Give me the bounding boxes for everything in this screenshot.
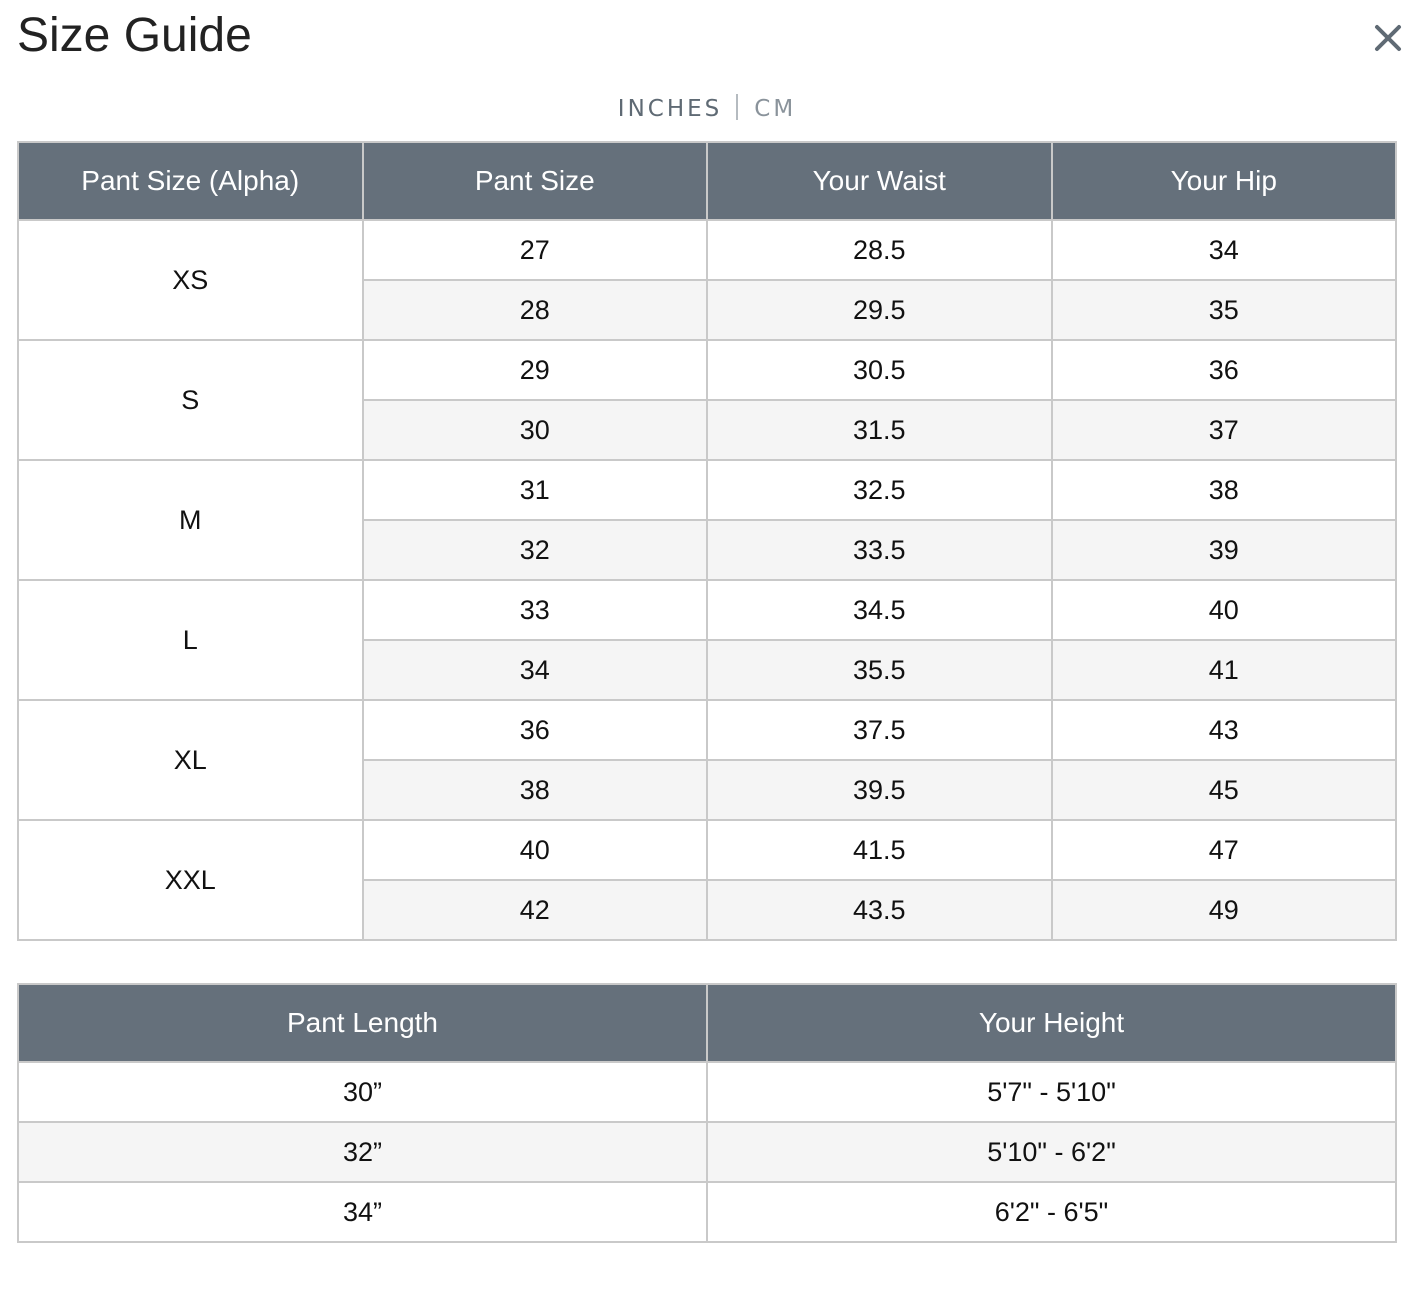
waist-cell: 28.5 xyxy=(707,220,1052,280)
waist-cell: 37.5 xyxy=(707,700,1052,760)
header-pant-size-alpha: Pant Size (Alpha) xyxy=(18,142,363,220)
waist-cell: 41.5 xyxy=(707,820,1052,880)
alpha-size-cell: L xyxy=(18,580,363,700)
unit-cm-tab[interactable]: CM xyxy=(754,96,797,122)
alpha-size-cell: XS xyxy=(18,220,363,340)
hip-cell: 43 xyxy=(1052,700,1397,760)
height-cell: 6'2" - 6'5" xyxy=(707,1182,1396,1242)
waist-cell: 30.5 xyxy=(707,340,1052,400)
table-row xyxy=(18,460,1396,520)
hip-cell: 36 xyxy=(1052,340,1397,400)
pant-length-cell: 32” xyxy=(18,1122,707,1182)
waist-cell: 32.5 xyxy=(707,460,1052,520)
pant-size-cell: 33 xyxy=(363,580,708,640)
alpha-size-cell: M xyxy=(18,460,363,580)
pant-size-cell: 38 xyxy=(363,760,708,820)
hip-cell: 39 xyxy=(1052,520,1397,580)
pant-length-cell: 34” xyxy=(18,1182,707,1242)
waist-cell: 31.5 xyxy=(707,400,1052,460)
unit-inches-tab[interactable]: INCHES xyxy=(617,96,723,122)
table-row xyxy=(18,580,1396,640)
height-cell: 5'7" - 5'10" xyxy=(707,1062,1396,1122)
hip-cell: 37 xyxy=(1052,400,1397,460)
hip-cell: 38 xyxy=(1052,460,1397,520)
pant-size-cell: 36 xyxy=(363,700,708,760)
header-pant-length: Pant Length xyxy=(18,984,707,1062)
length-table xyxy=(17,983,1397,1243)
table-row xyxy=(18,1122,1396,1182)
length-table-header-row xyxy=(18,984,1396,1062)
hip-cell: 47 xyxy=(1052,820,1397,880)
pant-size-cell: 32 xyxy=(363,520,708,580)
table-row xyxy=(18,1182,1396,1242)
hip-cell: 49 xyxy=(1052,880,1397,940)
pant-size-cell: 30 xyxy=(363,400,708,460)
table-row xyxy=(18,220,1396,280)
waist-cell: 39.5 xyxy=(707,760,1052,820)
table-row xyxy=(18,1062,1396,1122)
pant-size-cell: 28 xyxy=(363,280,708,340)
table-row xyxy=(18,700,1396,760)
waist-cell: 33.5 xyxy=(707,520,1052,580)
waist-cell: 43.5 xyxy=(707,880,1052,940)
alpha-size-cell: XL xyxy=(18,700,363,820)
hip-cell: 41 xyxy=(1052,640,1397,700)
pant-size-cell: 31 xyxy=(363,460,708,520)
size-table-header-row xyxy=(18,142,1396,220)
header-your-waist: Your Waist xyxy=(707,142,1052,220)
modal-title: Size Guide xyxy=(17,9,252,62)
alpha-size-cell: XXL xyxy=(18,820,363,940)
hip-cell: 45 xyxy=(1052,760,1397,820)
header-your-height: Your Height xyxy=(707,984,1396,1062)
pant-size-cell: 27 xyxy=(363,220,708,280)
alpha-size-cell: S xyxy=(18,340,363,460)
unit-toggle xyxy=(0,92,1414,126)
height-cell: 5'10" - 6'2" xyxy=(707,1122,1396,1182)
hip-cell: 34 xyxy=(1052,220,1397,280)
close-icon xyxy=(1366,16,1410,60)
table-row xyxy=(18,820,1396,880)
hip-cell: 40 xyxy=(1052,580,1397,640)
pant-size-cell: 34 xyxy=(363,640,708,700)
unit-divider xyxy=(736,94,738,120)
waist-cell: 29.5 xyxy=(707,280,1052,340)
size-table xyxy=(17,141,1397,941)
header-your-hip: Your Hip xyxy=(1052,142,1397,220)
header-pant-size: Pant Size xyxy=(363,142,708,220)
pant-size-cell: 40 xyxy=(363,820,708,880)
waist-cell: 35.5 xyxy=(707,640,1052,700)
close-button[interactable] xyxy=(1366,16,1410,60)
table-row xyxy=(18,340,1396,400)
pant-size-cell: 29 xyxy=(363,340,708,400)
hip-cell: 35 xyxy=(1052,280,1397,340)
pant-size-cell: 42 xyxy=(363,880,708,940)
waist-cell: 34.5 xyxy=(707,580,1052,640)
pant-length-cell: 30” xyxy=(18,1062,707,1122)
